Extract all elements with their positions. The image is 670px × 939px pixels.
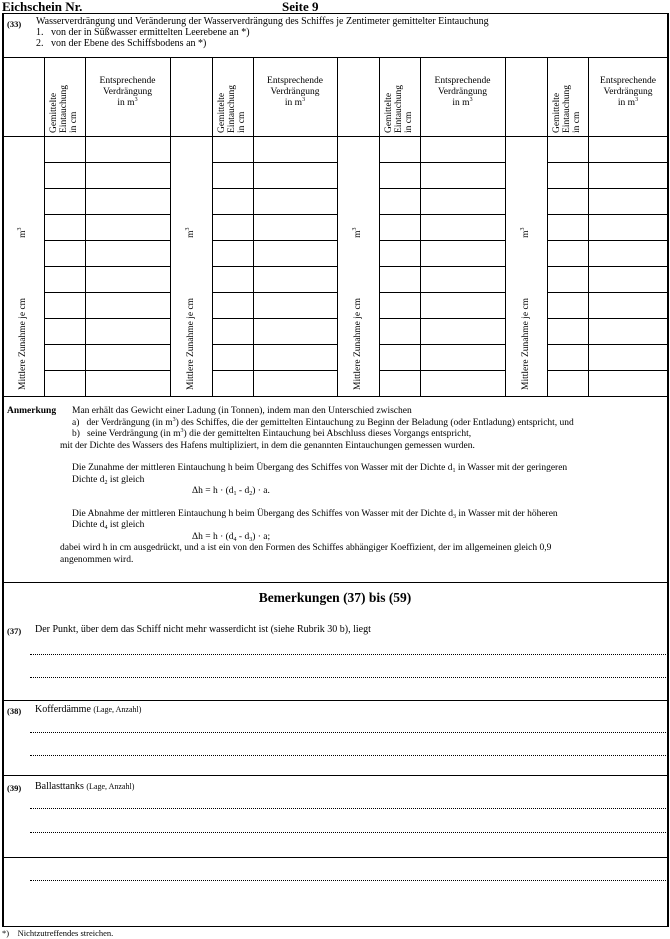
header-draft xyxy=(552,85,582,133)
text: - d xyxy=(236,531,250,542)
item-marker: 2. xyxy=(36,38,44,49)
sub: 1 xyxy=(452,468,456,474)
sub: 4 xyxy=(233,536,237,543)
displacement-cell[interactable] xyxy=(421,319,505,344)
draft-cell[interactable] xyxy=(213,241,253,266)
displacement-cell[interactable] xyxy=(254,293,337,318)
header-draft-line: in cm xyxy=(237,111,247,133)
column-divider xyxy=(337,57,338,396)
draft-cell[interactable] xyxy=(213,319,253,344)
displacement-cell[interactable] xyxy=(421,189,505,214)
draft-cell[interactable] xyxy=(380,241,420,266)
fill-line-extra[interactable] xyxy=(30,880,668,881)
section-39-hint: (Lage, Anzahl) xyxy=(86,782,135,791)
draft-cell[interactable] xyxy=(548,189,588,214)
unit-sup: 3 xyxy=(635,97,639,103)
draft-cell[interactable] xyxy=(45,215,85,240)
text: in Wasser mit der höheren xyxy=(456,508,558,519)
draft-cell[interactable] xyxy=(548,215,588,240)
draft-cell[interactable] xyxy=(213,371,253,396)
anmerkung-intro: Man erhält das Gewicht einer Ladung (in Tonnen), indem man den Unterschied zwischen xyxy=(72,406,412,416)
footnote xyxy=(2,928,113,938)
side-unit: m xyxy=(521,230,531,238)
text: Dichte d xyxy=(72,520,105,530)
header-draft-line: in cm xyxy=(69,111,79,133)
section-33-item-2 xyxy=(36,38,206,49)
text: ist gleich xyxy=(107,474,145,485)
header-draft-line: Eintauchung xyxy=(562,84,572,133)
section-37-text: Der Punkt, über dem das Schiff nicht mehr wasserdicht ist (siehe Rubrik 30 b), liegt xyxy=(35,624,371,635)
displacement-cell[interactable] xyxy=(589,137,668,162)
displacement-cell[interactable] xyxy=(254,371,337,396)
header-draft-line: Gemittelte xyxy=(49,92,59,133)
header-draft-line: Gemittelte xyxy=(217,92,227,133)
anmerkung-p5: angenommen wird. xyxy=(60,554,134,565)
fill-line-39-2[interactable] xyxy=(30,832,668,833)
side-unit: m xyxy=(18,230,28,238)
displacement-cell[interactable] xyxy=(254,267,337,292)
text: ) des Schiffes, die der gemittelten Eintauchung zu Beginn der Beladung (oder Entladung) entspricht, und xyxy=(175,417,574,428)
sup: 3 xyxy=(172,416,176,423)
displacement-cell[interactable] xyxy=(86,189,170,214)
draft-cell[interactable] xyxy=(45,137,85,162)
sub: 2 xyxy=(249,491,253,497)
draft-cell[interactable] xyxy=(548,293,588,318)
draft-cell[interactable] xyxy=(45,267,85,292)
formula-1 xyxy=(72,486,666,498)
side-unit-sup: 3 xyxy=(352,227,358,231)
unit-sup: 3 xyxy=(134,97,138,103)
footnote-text: Nichtzutreffendes streichen. xyxy=(17,928,114,938)
side-label-text: Mittlere Zunahme je cm xyxy=(18,297,28,390)
draft-cell[interactable] xyxy=(380,163,420,188)
draft-cell[interactable] xyxy=(548,241,588,266)
sub: 1 xyxy=(233,491,237,497)
displacement-cell[interactable] xyxy=(421,371,505,396)
draft-cell[interactable] xyxy=(548,319,588,344)
item-text: von der Ebene des Schiffsbodens an *) xyxy=(51,38,207,49)
displacement-cell[interactable] xyxy=(86,345,170,370)
displacement-cell[interactable] xyxy=(254,189,337,214)
unit: in m xyxy=(117,98,135,108)
header-draft xyxy=(49,85,79,133)
text: ) · a; xyxy=(252,531,271,542)
side-unit-sup: 3 xyxy=(520,227,526,231)
spacer xyxy=(72,452,666,463)
fill-line-38-2[interactable] xyxy=(30,755,668,756)
draft-cell[interactable] xyxy=(380,189,420,214)
displacement-cell[interactable] xyxy=(254,215,337,240)
header-displacement-line: Verdrängung xyxy=(603,87,653,97)
header-displacement-line: Verdrängung xyxy=(102,87,153,97)
anmerkung-p3-cont xyxy=(72,520,666,532)
side-label xyxy=(521,228,531,390)
displacement-cell[interactable] xyxy=(421,163,505,188)
side-unit-sup: 3 xyxy=(185,227,191,231)
displacement-cell[interactable] xyxy=(589,189,668,214)
section-38-text: Kofferdämme xyxy=(35,704,91,715)
displacement-cell[interactable] xyxy=(589,293,668,318)
item-text: von der in Süßwasser ermittelten Leerebene an *) xyxy=(51,27,250,38)
header-draft-line: Gemittelte xyxy=(552,92,562,133)
displacement-cell[interactable] xyxy=(421,345,505,370)
displacement-cell[interactable] xyxy=(421,267,505,292)
anmerkung-item-a xyxy=(72,418,666,430)
header-displacement-line: Entsprechende xyxy=(600,76,656,86)
draft-cell[interactable] xyxy=(45,241,85,266)
draft-cell[interactable] xyxy=(548,163,588,188)
displacement-cell[interactable] xyxy=(589,319,668,344)
displacement-cell[interactable] xyxy=(254,241,337,266)
text: ) · a. xyxy=(252,486,270,496)
displacement-cell[interactable] xyxy=(589,267,668,292)
text: in Wasser mit der geringeren xyxy=(455,463,568,473)
displacement-cell[interactable] xyxy=(254,137,337,162)
table-top-line xyxy=(2,57,669,58)
divider xyxy=(2,857,669,858)
side-label xyxy=(186,228,196,390)
column-divider xyxy=(505,57,506,396)
marker: b) xyxy=(72,429,80,439)
draft-cell[interactable] xyxy=(213,215,253,240)
anmerkung-p4: dabei wird h in cm ausgedrückt, und a ist ein von den Formen des Schiffes abhängiger Koeffizient, der im allgemeinen gleich 0,9 xyxy=(60,543,552,553)
side-label-text: Mittlere Zunahme je cm xyxy=(186,297,196,390)
bemerkungen-title: Bemerkungen (37) bis (59) xyxy=(258,590,412,605)
anmerkung-p2-cont xyxy=(72,475,666,487)
text: der Verdrängung (in m xyxy=(86,417,173,428)
formula-2 xyxy=(72,532,666,544)
section-38-label xyxy=(35,704,141,715)
header-displacement xyxy=(254,76,336,109)
item-marker: 1. xyxy=(36,27,44,38)
displacement-cell[interactable] xyxy=(589,241,668,266)
fill-line-37-2[interactable] xyxy=(30,677,668,678)
text: Die Zunahme der mittleren Eintauchung h beim Übergang des Schiffes von Wasser mit der Dichte d xyxy=(72,463,453,473)
side-label-text: Mittlere Zunahme je cm xyxy=(353,297,363,390)
footnote-marker: *) xyxy=(2,928,10,938)
marker: a) xyxy=(72,417,80,428)
displacement-cell[interactable] xyxy=(254,163,337,188)
displacement-cell[interactable] xyxy=(421,137,505,162)
displacement-cell[interactable] xyxy=(86,293,170,318)
section-33-title: Wasserverdrängung und Veränderung der Wasserverdrängung des Schiffes je Zentimeter gemittelter Eintauchung xyxy=(36,16,489,27)
section-37-number: (37) xyxy=(7,626,22,636)
displacement-cell[interactable] xyxy=(86,241,170,266)
draft-cell[interactable] xyxy=(380,215,420,240)
column-divider xyxy=(170,57,171,396)
displacement-cell[interactable] xyxy=(421,293,505,318)
header-displacement xyxy=(589,76,667,109)
header-displacement-line: Entsprechende xyxy=(434,76,491,86)
header-displacement-line: Verdrängung xyxy=(437,87,488,97)
divider xyxy=(2,700,669,701)
fill-line-37-1[interactable] xyxy=(30,654,668,655)
draft-cell[interactable] xyxy=(380,293,420,318)
anmerkung-label: Anmerkung xyxy=(7,406,57,416)
header-displacement-line xyxy=(421,98,504,109)
draft-cell[interactable] xyxy=(380,267,420,292)
side-unit: m xyxy=(186,230,196,238)
displacement-cell[interactable] xyxy=(421,215,505,240)
draft-cell[interactable] xyxy=(45,293,85,318)
unit-sup: 3 xyxy=(302,97,306,103)
unit: in m xyxy=(452,98,470,108)
header-draft xyxy=(217,85,247,133)
side-unit: m xyxy=(353,230,363,238)
displacement-cell[interactable] xyxy=(86,163,170,188)
side-label xyxy=(353,228,363,390)
draft-cell[interactable] xyxy=(213,163,253,188)
draft-cell[interactable] xyxy=(380,345,420,370)
section-39-number: (39) xyxy=(7,783,22,793)
section-38-hint: (Lage, Anzahl) xyxy=(93,705,142,714)
section-33-item-1 xyxy=(36,27,250,38)
draft-cell[interactable] xyxy=(548,371,588,396)
anmerkung-tail: mit der Dichte des Wassers des Hafens multipliziert, in dem die genannten Eintauchungen gemessen wurden. xyxy=(60,440,475,451)
draft-cell[interactable] xyxy=(380,137,420,162)
text: Die Abnahme der mittleren Eintauchung h beim Übergang des Schiffes von Wasser mit der Dichte d xyxy=(72,508,453,519)
draft-cell[interactable] xyxy=(45,189,85,214)
header-displacement-line: Entsprechende xyxy=(267,76,323,86)
draft-cell[interactable] xyxy=(548,345,588,370)
draft-cell[interactable] xyxy=(548,137,588,162)
text: ) die der gemittelten Eintauchung bei Abschluss dieses Vorgangs entspricht, xyxy=(183,429,472,439)
spacer xyxy=(72,498,666,509)
draft-cell[interactable] xyxy=(213,267,253,292)
anmerkung-p3 xyxy=(72,509,666,521)
text: Δh = h · (d xyxy=(192,531,234,542)
header-displacement xyxy=(421,76,504,109)
anmerkung-item-b xyxy=(72,429,666,441)
draft-cell[interactable] xyxy=(213,345,253,370)
unit: in m xyxy=(284,98,303,108)
sub: 2 xyxy=(104,479,108,486)
section-39-label xyxy=(35,781,134,792)
header-draft xyxy=(384,85,414,133)
header-draft-line: Gemittelte xyxy=(384,92,394,133)
draft-cell[interactable] xyxy=(380,371,420,396)
section-39-text: Ballasttanks xyxy=(35,781,84,792)
displacement-cell[interactable] xyxy=(86,215,170,240)
section-33-number: (33) xyxy=(7,19,22,29)
header-draft-line: in cm xyxy=(404,111,414,133)
side-label-text: Mittlere Zunahme je cm xyxy=(521,297,531,390)
header-draft-line: Eintauchung xyxy=(59,84,69,133)
displacement-cell[interactable] xyxy=(589,371,668,396)
header-draft-line: in cm xyxy=(572,111,582,133)
header-displacement-line xyxy=(254,98,336,109)
side-label xyxy=(18,228,28,390)
displacement-cell[interactable] xyxy=(421,241,505,266)
draft-cell[interactable] xyxy=(548,267,588,292)
draft-cell[interactable] xyxy=(45,371,85,396)
displacement-cell[interactable] xyxy=(86,371,170,396)
section-38-number: (38) xyxy=(7,706,22,716)
header-draft-line: Eintauchung xyxy=(227,84,237,133)
displacement-cell[interactable] xyxy=(589,345,668,370)
text: seine Verdrängung (in m xyxy=(87,429,181,439)
displacement-cell[interactable] xyxy=(86,319,170,344)
anmerkung-text xyxy=(60,406,666,566)
anmerkung-p2 xyxy=(72,463,666,475)
sub: 4 xyxy=(104,525,108,531)
fill-line-39-1[interactable] xyxy=(30,808,668,809)
draft-cell[interactable] xyxy=(380,319,420,344)
sub: 3 xyxy=(249,536,253,543)
fill-line-38-1[interactable] xyxy=(30,732,668,733)
header-displacement-line xyxy=(86,98,169,109)
header-displacement-line: Entsprechende xyxy=(99,76,156,86)
header-displacement-line: Verdrängung xyxy=(270,87,320,97)
header-draft-line: Eintauchung xyxy=(394,84,404,133)
draft-cell[interactable] xyxy=(213,293,253,318)
displacement-cell[interactable] xyxy=(589,163,668,188)
side-unit-sup: 3 xyxy=(17,227,23,231)
text: - d xyxy=(236,486,250,496)
displacement-cell[interactable] xyxy=(86,267,170,292)
draft-cell[interactable] xyxy=(213,189,253,214)
text: Δh = h · (d xyxy=(192,486,234,496)
divider xyxy=(2,775,669,776)
draft-cell[interactable] xyxy=(45,163,85,188)
draft-cell[interactable] xyxy=(45,319,85,344)
document-number-label: Eichschein Nr. xyxy=(2,0,83,14)
displacement-cell[interactable] xyxy=(254,345,337,370)
draft-cell[interactable] xyxy=(45,345,85,370)
text: ist gleich xyxy=(107,520,145,530)
text: Dichte d xyxy=(72,474,105,485)
unit-sup: 3 xyxy=(469,97,473,103)
displacement-cell[interactable] xyxy=(254,319,337,344)
unit: in m xyxy=(617,98,636,108)
sub: 3 xyxy=(453,513,456,520)
header-displacement-line xyxy=(589,98,667,109)
sup: 3 xyxy=(180,428,184,434)
draft-cell[interactable] xyxy=(213,137,253,162)
displacement-cell[interactable] xyxy=(86,137,170,162)
page-number: Seite 9 xyxy=(282,0,319,14)
header-displacement xyxy=(86,76,169,109)
displacement-cell[interactable] xyxy=(589,215,668,240)
